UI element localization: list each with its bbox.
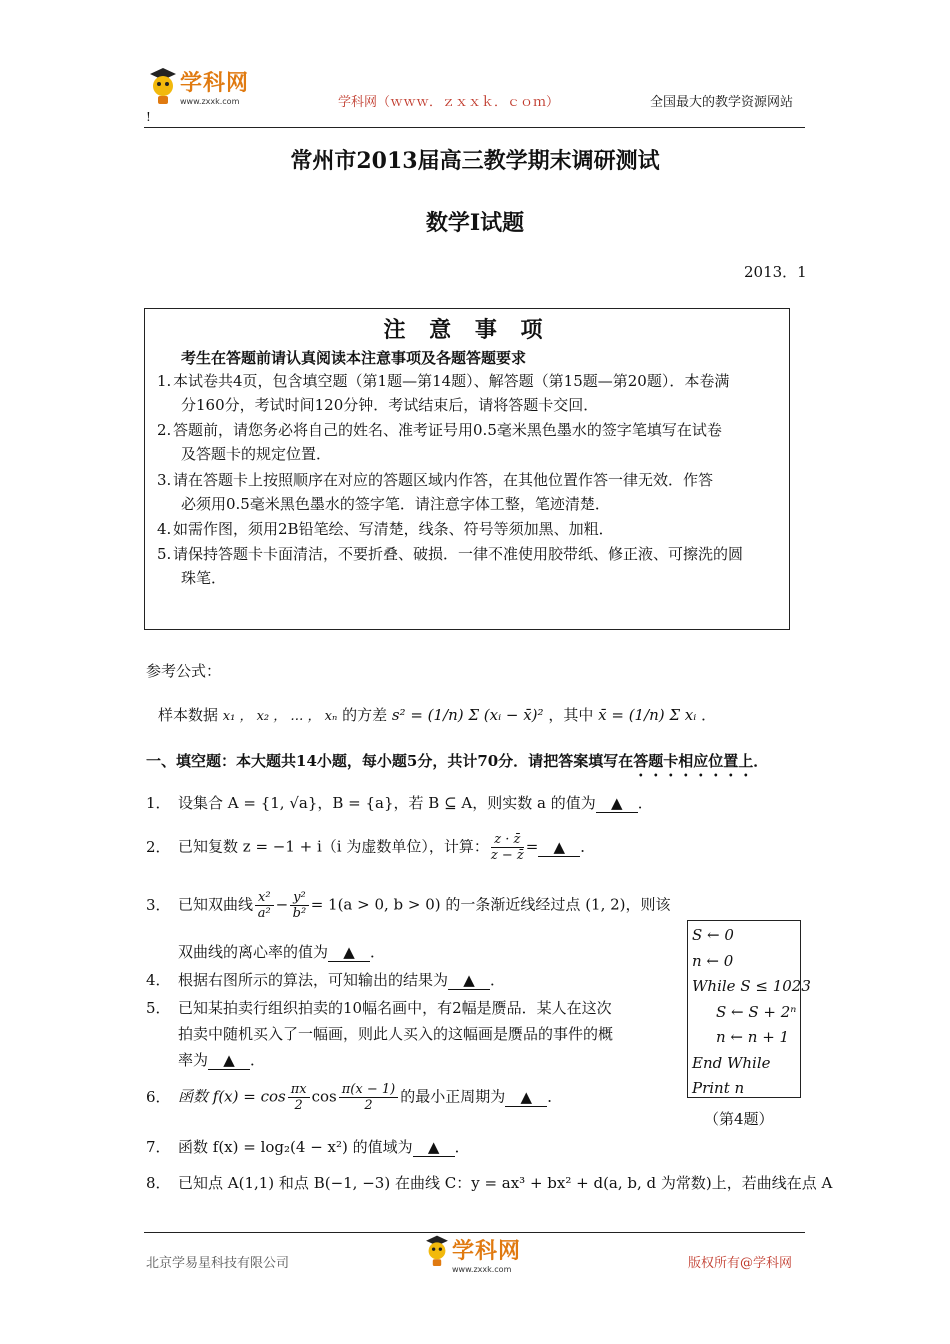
- question-num: 5．: [146, 999, 171, 1017]
- question-5-line2: [178, 1023, 613, 1044]
- question-num: 1．: [146, 794, 171, 812]
- notice-item-line: 必须用0.5毫米黑色墨水的签字笔．请注意字体工整，笔迹清楚．: [181, 495, 610, 513]
- algorithm-caption: （第4题）: [704, 1110, 774, 1128]
- question-text: cos: [311, 1087, 337, 1106]
- notice-item: [157, 468, 777, 516]
- page-title: 常州市2013届高三教学期末调研测试: [290, 148, 660, 174]
- answer-blank[interactable]: ▲: [538, 838, 580, 857]
- mascot-icon: [424, 1234, 450, 1266]
- answer-blank[interactable]: ▲: [505, 1088, 547, 1107]
- question-end: ．: [250, 1051, 266, 1069]
- fraction-top: x²: [255, 890, 274, 906]
- notice-item: [157, 418, 777, 466]
- algorithm-line: While S ≤ 1023: [692, 977, 811, 995]
- fraction-bottom: z − z̄: [490, 848, 524, 863]
- footer-rule: [144, 1232, 805, 1233]
- question-num: 7．: [146, 1138, 171, 1156]
- question-end: ．: [490, 971, 506, 989]
- question-text: 已知某拍卖行组织拍卖的10幅名画中，有2幅是赝品．某人在这次: [178, 999, 612, 1017]
- fraction: [290, 890, 309, 921]
- notice-item-line: 请保持答题卡卡面清洁，不要折叠、破损．一律不准使用胶带纸、修正液、可擦洗的圆: [173, 545, 744, 563]
- question-7: [146, 1136, 470, 1157]
- notice-item-line: 请在答题卡上按照顺序在对应的答题区域内作答，在其他位置作答一律无效．作答: [173, 471, 714, 489]
- fraction-bottom: 2: [294, 1098, 303, 1113]
- logo-text: 学科网: [180, 71, 250, 96]
- answer-blank[interactable]: ▲: [208, 1051, 250, 1070]
- logo-text: 学科网: [452, 1239, 522, 1264]
- site-slogan: 全国最大的教学资源网站: [650, 95, 794, 110]
- equals-sign: =: [525, 837, 539, 856]
- fraction-bottom: 2: [364, 1098, 373, 1113]
- ref-end: ．: [701, 706, 717, 724]
- ref-formula: [158, 704, 716, 725]
- section-tail: ．: [753, 752, 769, 770]
- question-text: 双曲线的离心率的值为: [178, 943, 329, 961]
- logo-url: www.zxxk.com: [452, 1265, 512, 1274]
- notice-item-line: 本试卷共4页，包含填空题（第1题—第14题）、解答题（第15题—第20题）．本卷满: [173, 372, 730, 390]
- question-end: ．: [547, 1087, 563, 1106]
- section-intro: 一、填空题：本大题共14小题，每小题5分，共计70分．请把答案填写在: [146, 752, 634, 770]
- question-num: 6．: [146, 1087, 171, 1106]
- notice-item: [157, 542, 777, 590]
- algorithm-line: S ← 0: [692, 926, 734, 944]
- fraction: [339, 1082, 398, 1113]
- question-num: 8．: [146, 1174, 171, 1192]
- notice-item-line: 如需作图，须用2B铅笔绘、写清楚，线条、符号等须加黑、加粗．: [173, 520, 614, 538]
- algorithm-line: S ← S + 2ⁿ: [716, 1002, 797, 1021]
- notice-heading: 注 意 事 项: [383, 317, 551, 343]
- algorithm-line: End While: [692, 1053, 771, 1072]
- footer-logo[interactable]: [424, 1234, 521, 1274]
- fraction-top: π(x − 1): [339, 1082, 398, 1098]
- question-end: ．: [454, 1138, 470, 1156]
- question-end: ．: [370, 943, 386, 961]
- question-text: = 1(a > 0, b > 0) 的一条渐近线经过点 (1, 2)，则该: [310, 895, 671, 914]
- ref-vars: x₁ ， x₂ ， … ， xₙ: [222, 709, 338, 724]
- question-text: 率为: [178, 1051, 209, 1069]
- question-num: 4．: [146, 971, 171, 989]
- question-5: [146, 997, 612, 1018]
- notice-item-num: 3.: [157, 471, 172, 489]
- question-end: ．: [637, 794, 653, 812]
- footer-copyright[interactable]: 版权所有@学科网: [688, 1256, 793, 1271]
- question-6: [146, 1082, 562, 1113]
- question-8: [146, 1172, 832, 1193]
- question-num: 3．: [146, 895, 171, 914]
- question-text: 的最小正周期为: [400, 1087, 506, 1106]
- header-logo[interactable]: [148, 66, 249, 106]
- fraction: [255, 890, 274, 921]
- notice-item-num: 4.: [157, 520, 172, 538]
- stray-mark: !: [146, 110, 151, 124]
- question-5-line3: [178, 1049, 265, 1070]
- ref-label: 参考公式：: [146, 662, 222, 680]
- variance-formula: s² = (1/n) Σ (xᵢ − x̄)²: [391, 706, 544, 724]
- notice-item-num: 1.: [157, 372, 172, 390]
- notice-item-line: 及答题卡的规定位置．: [181, 445, 332, 463]
- notice-item-num: 5.: [157, 545, 172, 563]
- fraction: [491, 832, 524, 863]
- notice-item: [157, 517, 777, 541]
- ref-sep: ，其中: [548, 706, 594, 724]
- answer-blank[interactable]: ▲: [596, 794, 638, 813]
- question-text: 根据右图所示的算法，可知输出的结果为: [178, 971, 449, 989]
- notice-item: [157, 369, 777, 417]
- question-text: 设集合 A = {1, √a}，B = {a}，若 B ⊆ A，则实数 a 的值为: [178, 794, 596, 812]
- question-3-line2: [178, 941, 385, 962]
- notice-item-num: 2.: [157, 421, 172, 439]
- answer-blank[interactable]: ▲: [448, 971, 490, 990]
- notice-item-line: 答题前，请您务必将自己的姓名、准考证号用0.5毫米黑色墨水的签字笔填写在试卷: [173, 421, 722, 439]
- notice-item-line: 分160分，考试时间120分钟．考试结束后，请将答题卡交回．: [181, 396, 599, 414]
- notice-box: [144, 308, 790, 630]
- question-1: [146, 792, 653, 813]
- algorithm-box: [687, 920, 811, 1098]
- minus-sign: −: [275, 895, 289, 914]
- ref-mid: 的方差: [342, 706, 388, 724]
- question-text: 拍卖中随机买入了一幅画，则此人买入的这幅画是赝品的事件的概: [178, 1025, 614, 1043]
- answer-blank[interactable]: ▲: [328, 943, 370, 962]
- fraction-bottom: a²: [257, 906, 271, 921]
- question-text: 函数 f(x) = log₂(4 − x²) 的值域为: [178, 1138, 413, 1156]
- algorithm-line: n ← n + 1: [716, 1028, 790, 1046]
- question-text: 函数 f(x) = cos: [178, 1087, 286, 1106]
- question-2: [146, 832, 595, 863]
- section-emph: 答题卡相应位置上: [633, 752, 754, 770]
- ref-prefix: 样本数据: [158, 706, 219, 724]
- question-text: 已知双曲线: [178, 895, 254, 914]
- question-3: [146, 890, 676, 921]
- notice-item-line: 珠笔．: [181, 569, 227, 587]
- exam-date: 2013．1: [744, 263, 807, 281]
- algorithm-line: Print n: [692, 1079, 745, 1097]
- question-num: 2．: [146, 837, 171, 856]
- fraction-top: z · z̄: [491, 832, 524, 848]
- logo-url: www.zxxk.com: [180, 97, 240, 106]
- question-text: 已知点 A(1,1) 和点 B(−1, −3) 在曲线 C：y = ax³ + bx² + d(a, b, d 为常数)上，若曲线在点 A: [178, 1174, 833, 1192]
- fraction: [288, 1082, 310, 1113]
- question-text: 已知复数 z = −1 + i（i 为虚数单位），计算：: [178, 837, 489, 856]
- notice-subheading: 考生在答题前请认真阅读本注意事项及各题答题要求: [181, 349, 527, 367]
- mean-formula: x̄ = (1/n) Σ xᵢ: [598, 706, 697, 724]
- question-4: [146, 969, 505, 990]
- answer-blank[interactable]: ▲: [413, 1138, 455, 1157]
- footer-company: 北京学易星科技有限公司: [146, 1256, 290, 1271]
- header-rule: [144, 127, 805, 128]
- algorithm-line: n ← 0: [692, 951, 734, 970]
- site-label[interactable]: 学科网（ｗｗｗ．ｚｘｘｋ．ｃｏｍ）: [338, 95, 560, 110]
- fraction-top: πx: [288, 1082, 310, 1098]
- page-subtitle: 数学Ⅰ试题: [425, 210, 525, 236]
- fraction-top: y²: [290, 890, 309, 906]
- question-end: ．: [580, 837, 596, 856]
- fraction-bottom: b²: [292, 906, 307, 921]
- section-heading: [146, 750, 768, 780]
- mascot-icon: [148, 66, 178, 104]
